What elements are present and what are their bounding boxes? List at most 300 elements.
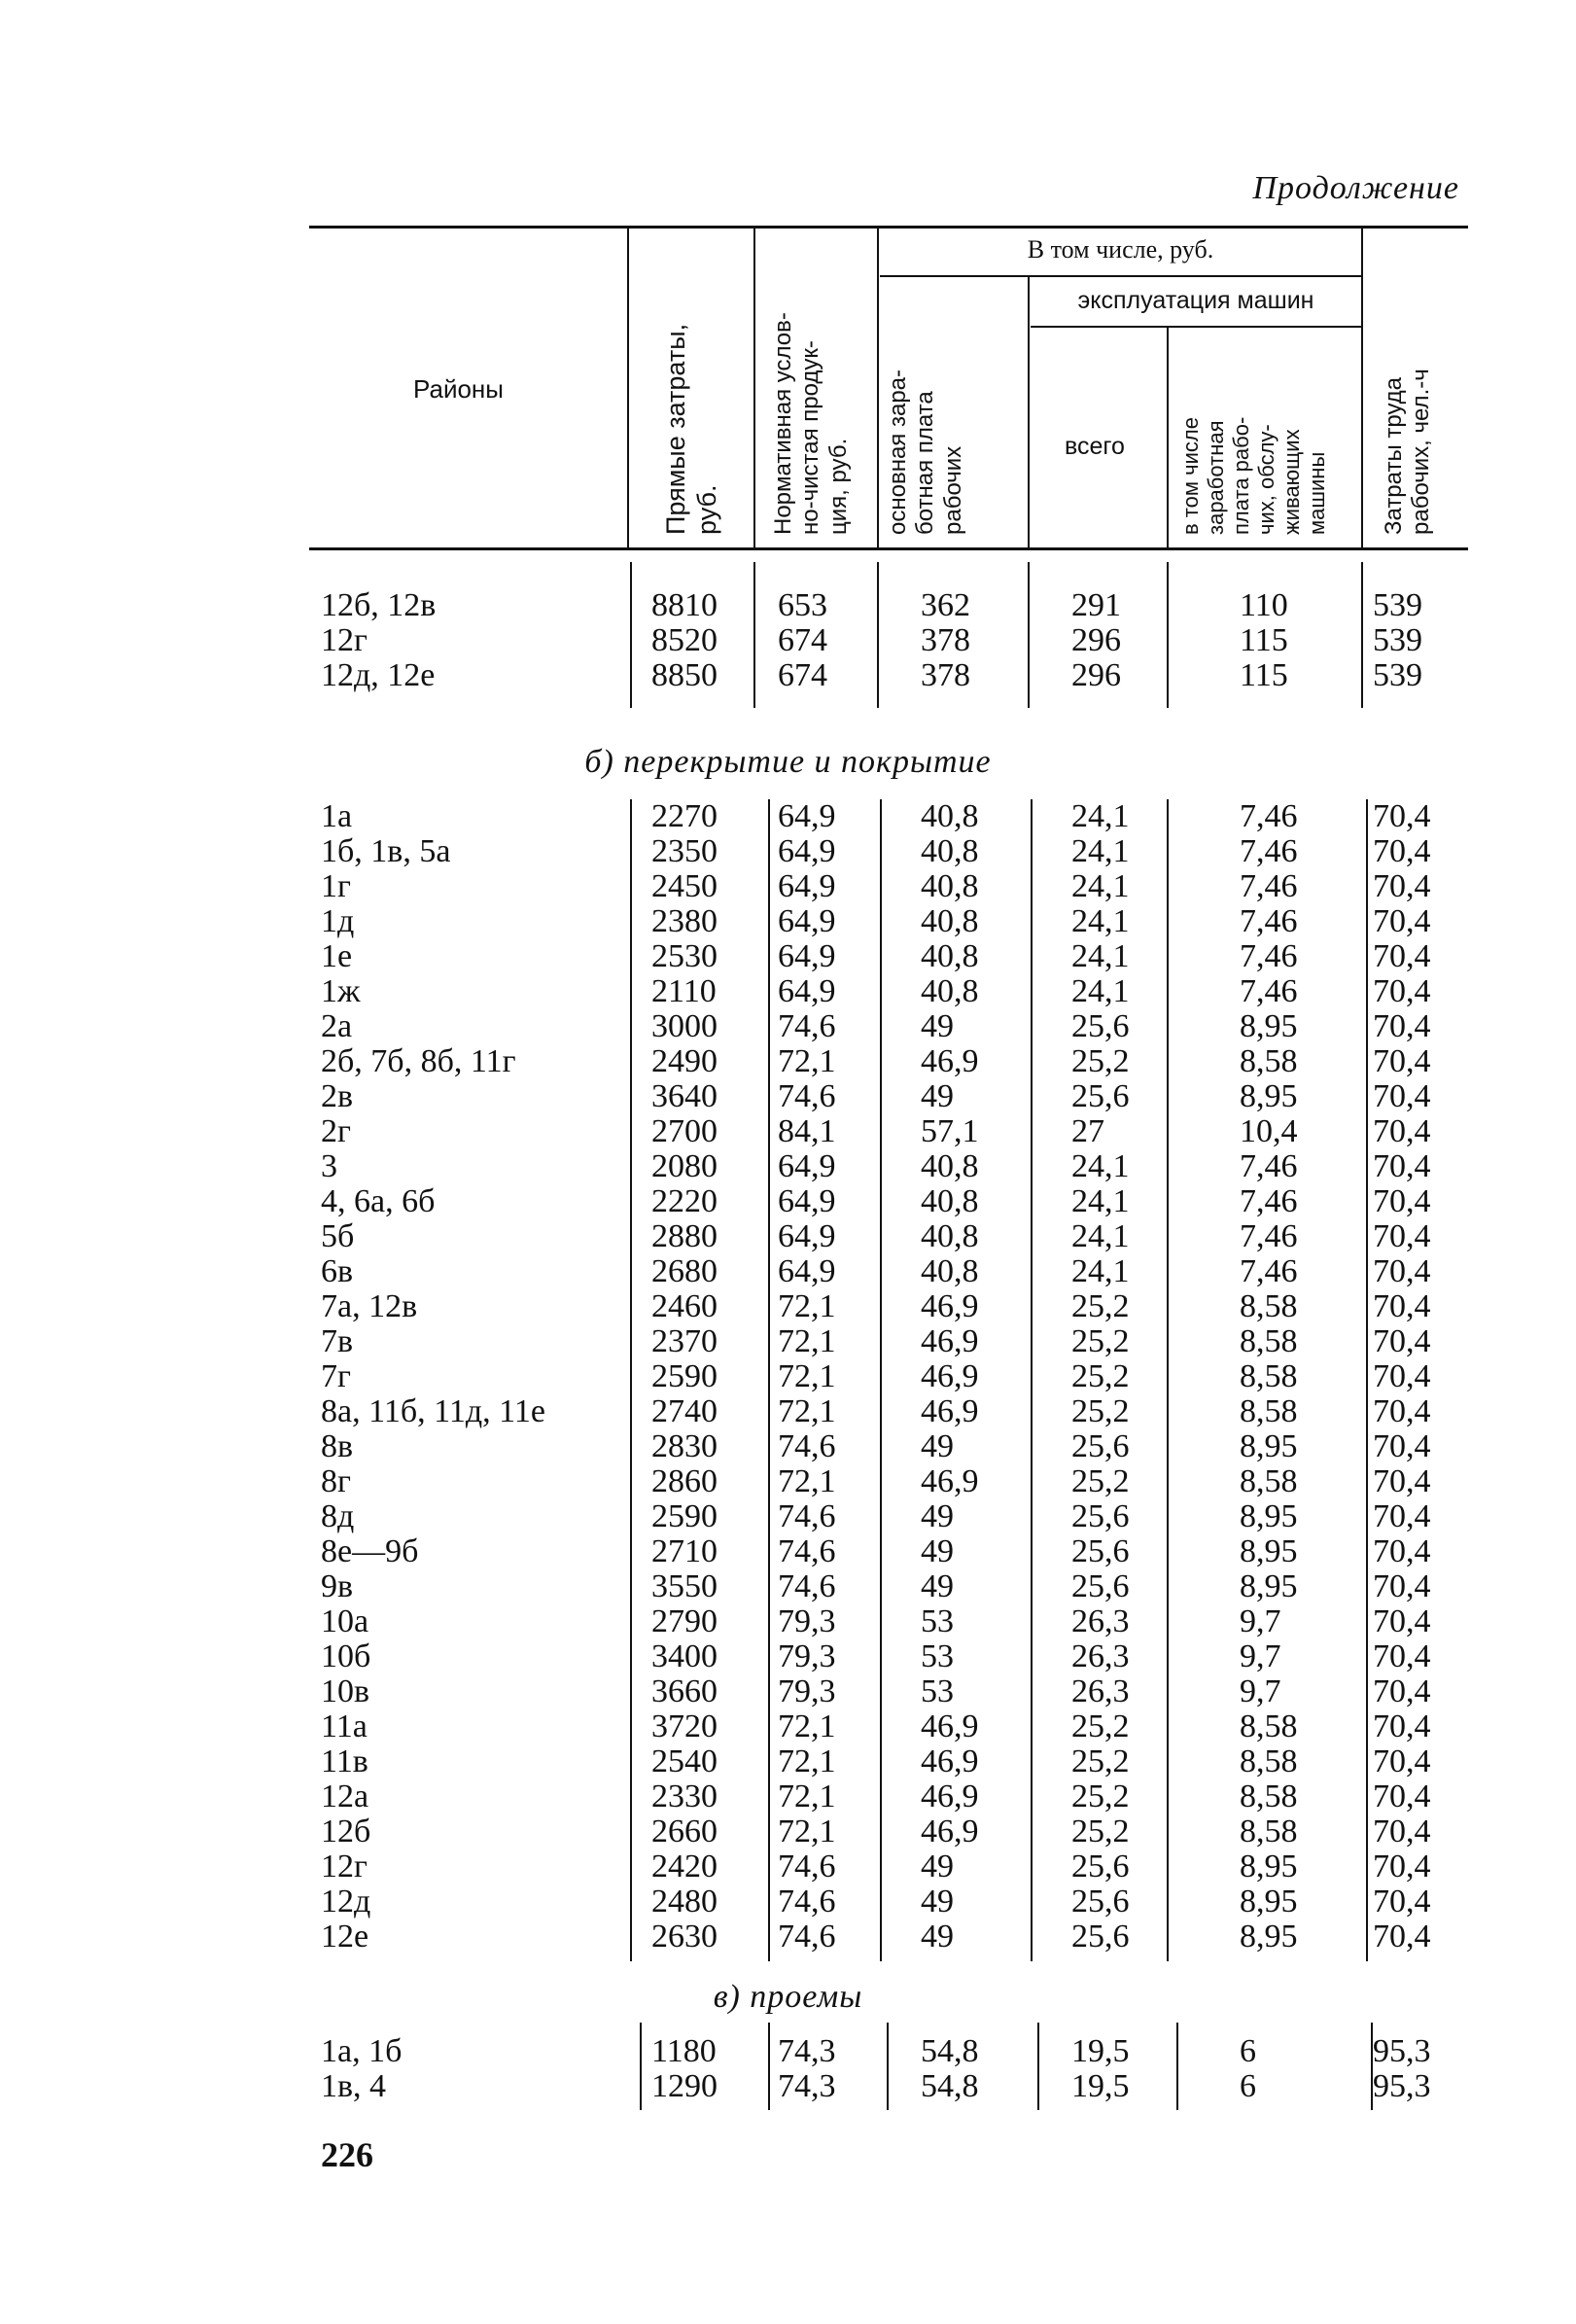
column-divider xyxy=(1176,2023,1178,2110)
cell-machine-total: 25,2 xyxy=(1071,1043,1130,1079)
cell-labor-costs: 70,4 xyxy=(1373,903,1431,939)
cell-machine-total: 25,2 xyxy=(1071,1778,1130,1814)
cell-labor-costs: 70,4 xyxy=(1373,1043,1431,1079)
cell-direct-costs: 2420 xyxy=(651,1849,718,1884)
cell-region: 4, 6а, 6б xyxy=(321,1183,436,1219)
cell-region: 12б, 12в xyxy=(321,587,437,623)
cell-labor-costs: 70,4 xyxy=(1373,1708,1431,1744)
cell-direct-costs: 2700 xyxy=(651,1113,718,1149)
cell-machine-total: 25,6 xyxy=(1071,1078,1130,1114)
cell-labor-costs: 70,4 xyxy=(1373,1533,1431,1569)
cell-labor-costs: 70,4 xyxy=(1373,1288,1431,1324)
cell-normative-net: 72,1 xyxy=(778,1813,836,1849)
cell-base-wages: 49 xyxy=(921,1428,954,1464)
cell-region: 2а xyxy=(321,1008,353,1044)
column-divider xyxy=(1031,799,1033,1961)
cell-machine-total: 25,6 xyxy=(1071,1008,1130,1044)
cell-direct-costs: 2330 xyxy=(651,1778,718,1814)
cell-direct-costs: 8850 xyxy=(651,657,718,693)
cell-direct-costs: 2530 xyxy=(651,938,718,974)
cell-direct-costs: 2860 xyxy=(651,1463,718,1499)
cell-labor-costs: 70,4 xyxy=(1373,1498,1431,1534)
cell-region: 7а, 12в xyxy=(321,1288,418,1324)
cell-base-wages: 46,9 xyxy=(921,1043,979,1079)
cell-region: 12а xyxy=(321,1778,369,1814)
cell-base-wages: 49 xyxy=(921,1498,954,1534)
cell-machine-wages: 6 xyxy=(1240,2033,1256,2069)
cell-normative-net: 64,9 xyxy=(778,1183,836,1219)
header-incl-wages-machine: в том числе заработная плата рабо- чих, обслу- живающих машины xyxy=(1178,416,1329,535)
cell-normative-net: 72,1 xyxy=(778,1708,836,1744)
cell-direct-costs: 1180 xyxy=(651,2033,717,2069)
cell-region: 8е—9б xyxy=(321,1533,419,1569)
header-bottom-rule xyxy=(309,547,1468,550)
cell-direct-costs: 2740 xyxy=(651,1393,718,1429)
cell-labor-costs: 70,4 xyxy=(1373,1183,1431,1219)
cell-normative-net: 72,1 xyxy=(778,1463,836,1499)
cell-machine-total: 19,5 xyxy=(1071,2033,1130,2069)
header-base-wages: основная зара- ботная плата рабочих xyxy=(885,369,966,535)
cell-direct-costs: 2660 xyxy=(651,1813,718,1849)
cell-base-wages: 46,9 xyxy=(921,1778,979,1814)
cell-machine-total: 25,2 xyxy=(1071,1743,1130,1779)
cell-region: 12д, 12е xyxy=(321,657,436,693)
column-divider xyxy=(887,2023,889,2110)
page-number: 226 xyxy=(321,2135,373,2174)
cell-machine-wages: 7,46 xyxy=(1240,1253,1298,1289)
cell-direct-costs: 2110 xyxy=(651,973,717,1009)
cell-labor-costs: 70,4 xyxy=(1373,1393,1431,1429)
column-divider xyxy=(1361,562,1363,708)
cell-base-wages: 49 xyxy=(921,1008,954,1044)
cell-region: 3 xyxy=(321,1148,337,1184)
cell-machine-total: 25,2 xyxy=(1071,1358,1130,1394)
cell-normative-net: 64,9 xyxy=(778,1218,836,1254)
cell-machine-wages: 7,46 xyxy=(1240,903,1298,939)
cell-normative-net: 72,1 xyxy=(778,1358,836,1394)
cell-region: 1а, 1б xyxy=(321,2033,403,2069)
cell-machine-wages: 8,95 xyxy=(1240,1919,1298,1954)
cell-machine-wages: 9,7 xyxy=(1240,1638,1281,1674)
cell-direct-costs: 2830 xyxy=(651,1428,718,1464)
cell-region: 1б, 1в, 5а xyxy=(321,833,451,869)
cell-labor-costs: 70,4 xyxy=(1373,1884,1431,1919)
cell-region: 1д xyxy=(321,903,355,939)
machine-rule xyxy=(1031,326,1361,328)
cell-labor-costs: 70,4 xyxy=(1373,1218,1431,1254)
cell-machine-total: 24,1 xyxy=(1071,1218,1130,1254)
cell-base-wages: 49 xyxy=(921,1533,954,1569)
cell-machine-total: 296 xyxy=(1071,622,1121,658)
cell-labor-costs: 70,4 xyxy=(1373,1919,1431,1954)
column-divider xyxy=(1028,562,1030,708)
cell-machine-total: 24,1 xyxy=(1071,973,1130,1009)
cell-direct-costs: 3640 xyxy=(651,1078,718,1114)
cell-labor-costs: 70,4 xyxy=(1373,1743,1431,1779)
cell-machine-total: 25,2 xyxy=(1071,1708,1130,1744)
column-divider xyxy=(753,562,755,708)
cell-machine-wages: 7,46 xyxy=(1240,798,1298,834)
cell-machine-total: 27 xyxy=(1071,1113,1104,1149)
cell-machine-wages: 8,58 xyxy=(1240,1743,1298,1779)
cell-base-wages: 40,8 xyxy=(921,868,979,904)
cell-normative-net: 72,1 xyxy=(778,1778,836,1814)
cell-machine-total: 24,1 xyxy=(1071,868,1130,904)
cell-region: 7г xyxy=(321,1358,351,1394)
cell-labor-costs: 539 xyxy=(1373,657,1422,693)
cell-direct-costs: 2220 xyxy=(651,1183,718,1219)
cell-base-wages: 53 xyxy=(921,1638,954,1674)
cell-machine-wages: 7,46 xyxy=(1240,833,1298,869)
header-divider xyxy=(877,229,879,549)
cell-region: 8в xyxy=(321,1428,354,1464)
cell-machine-total: 25,6 xyxy=(1071,1428,1130,1464)
cell-machine-wages: 8,58 xyxy=(1240,1708,1298,1744)
cell-machine-total: 24,1 xyxy=(1071,1148,1130,1184)
cell-labor-costs: 70,4 xyxy=(1373,1849,1431,1884)
cell-labor-costs: 70,4 xyxy=(1373,1148,1431,1184)
cell-base-wages: 53 xyxy=(921,1603,954,1639)
cell-direct-costs: 2480 xyxy=(651,1884,718,1919)
cell-direct-costs: 1290 xyxy=(651,2068,718,2104)
cell-labor-costs: 70,4 xyxy=(1373,938,1431,974)
cell-region: 5б xyxy=(321,1218,355,1254)
cell-machine-wages: 7,46 xyxy=(1240,1148,1298,1184)
cell-machine-wages: 8,58 xyxy=(1240,1813,1298,1849)
cell-base-wages: 49 xyxy=(921,1078,954,1114)
cell-machine-total: 26,3 xyxy=(1071,1673,1130,1709)
cell-machine-total: 26,3 xyxy=(1071,1603,1130,1639)
cell-machine-total: 25,2 xyxy=(1071,1288,1130,1324)
cell-base-wages: 40,8 xyxy=(921,798,979,834)
cell-machine-total: 25,6 xyxy=(1071,1568,1130,1604)
cell-base-wages: 57,1 xyxy=(921,1113,979,1149)
cell-machine-total: 24,1 xyxy=(1071,903,1130,939)
cell-machine-wages: 9,7 xyxy=(1240,1603,1281,1639)
cell-base-wages: 40,8 xyxy=(921,1148,979,1184)
cell-machine-total: 25,6 xyxy=(1071,1884,1130,1919)
cell-labor-costs: 70,4 xyxy=(1373,833,1431,869)
cell-machine-wages: 8,95 xyxy=(1240,1498,1298,1534)
cell-base-wages: 49 xyxy=(921,1919,954,1954)
cell-machine-wages: 9,7 xyxy=(1240,1673,1281,1709)
cell-region: 1е xyxy=(321,938,353,974)
column-divider xyxy=(1167,562,1169,708)
column-divider xyxy=(768,2023,770,2110)
cell-normative-net: 74,3 xyxy=(778,2068,836,2104)
column-divider xyxy=(1366,799,1368,1961)
cell-direct-costs: 2270 xyxy=(651,798,718,834)
header-normative-net: Нормативная услов- но-чистая продук- ция, руб. xyxy=(770,312,852,535)
cell-base-wages: 46,9 xyxy=(921,1358,979,1394)
cell-direct-costs: 2710 xyxy=(651,1533,718,1569)
cell-machine-wages: 115 xyxy=(1240,657,1288,693)
cell-machine-total: 24,1 xyxy=(1071,833,1130,869)
cell-machine-total: 24,1 xyxy=(1071,798,1130,834)
cell-normative-net: 74,6 xyxy=(778,1008,836,1044)
cell-base-wages: 46,9 xyxy=(921,1463,979,1499)
cell-machine-wages: 8,58 xyxy=(1240,1043,1298,1079)
cell-normative-net: 72,1 xyxy=(778,1393,836,1429)
cell-normative-net: 74,6 xyxy=(778,1568,836,1604)
cell-direct-costs: 3660 xyxy=(651,1673,718,1709)
cell-machine-wages: 7,46 xyxy=(1240,973,1298,1009)
header-direct-costs: Прямые затраты, руб. xyxy=(661,323,721,535)
cell-labor-costs: 70,4 xyxy=(1373,1323,1431,1359)
cell-machine-total: 24,1 xyxy=(1071,1253,1130,1289)
cell-labor-costs: 95,3 xyxy=(1373,2068,1431,2104)
cell-direct-costs: 2450 xyxy=(651,868,718,904)
cell-region: 2г xyxy=(321,1113,351,1149)
cell-base-wages: 40,8 xyxy=(921,1253,979,1289)
cell-base-wages: 46,9 xyxy=(921,1323,979,1359)
cell-region: 2в xyxy=(321,1078,354,1114)
cell-machine-total: 24,1 xyxy=(1071,938,1130,974)
column-divider xyxy=(880,799,882,1961)
cell-base-wages: 46,9 xyxy=(921,1743,979,1779)
cell-machine-wages: 8,58 xyxy=(1240,1778,1298,1814)
header-divider xyxy=(1167,328,1169,549)
cell-region: 12г xyxy=(321,1849,368,1884)
cell-base-wages: 53 xyxy=(921,1673,954,1709)
cell-base-wages: 54,8 xyxy=(921,2068,979,2104)
cell-machine-wages: 8,58 xyxy=(1240,1323,1298,1359)
cell-region: 1а xyxy=(321,798,353,834)
cell-labor-costs: 70,4 xyxy=(1373,1673,1431,1709)
cell-direct-costs: 2880 xyxy=(651,1218,718,1254)
cell-region: 10в xyxy=(321,1673,370,1709)
cell-normative-net: 74,6 xyxy=(778,1919,836,1954)
cell-normative-net: 74,6 xyxy=(778,1849,836,1884)
cell-direct-costs: 2630 xyxy=(651,1919,718,1954)
column-divider xyxy=(877,562,879,708)
cell-base-wages: 378 xyxy=(921,622,970,658)
header-including: В том числе, руб. xyxy=(1027,235,1214,264)
cell-machine-wages: 8,58 xyxy=(1240,1288,1298,1324)
cell-base-wages: 49 xyxy=(921,1568,954,1604)
cell-machine-wages: 110 xyxy=(1240,587,1288,623)
cell-normative-net: 64,9 xyxy=(778,1253,836,1289)
cell-region: 6в xyxy=(321,1253,354,1289)
cell-machine-wages: 115 xyxy=(1240,622,1288,658)
column-divider xyxy=(630,799,632,1961)
cell-region: 8г xyxy=(321,1463,351,1499)
cell-normative-net: 79,3 xyxy=(778,1673,836,1709)
cell-machine-total: 25,6 xyxy=(1071,1919,1130,1954)
cell-normative-net: 653 xyxy=(778,587,827,623)
cell-normative-net: 74,6 xyxy=(778,1078,836,1114)
cell-normative-net: 64,9 xyxy=(778,938,836,974)
cell-normative-net: 72,1 xyxy=(778,1288,836,1324)
cell-normative-net: 64,9 xyxy=(778,973,836,1009)
cell-base-wages: 49 xyxy=(921,1849,954,1884)
cell-machine-wages: 10,4 xyxy=(1240,1113,1298,1149)
cell-region: 9в xyxy=(321,1568,354,1604)
section-c-title: в) проемы xyxy=(713,1979,863,2015)
cell-machine-total: 25,2 xyxy=(1071,1463,1130,1499)
column-divider xyxy=(1371,2023,1373,2110)
column-divider xyxy=(640,2023,642,2110)
cell-direct-costs: 2080 xyxy=(651,1148,718,1184)
cell-region: 1г xyxy=(321,868,351,904)
cell-base-wages: 40,8 xyxy=(921,903,979,939)
cell-direct-costs: 2790 xyxy=(651,1603,718,1639)
cell-normative-net: 674 xyxy=(778,657,827,693)
cell-machine-total: 25,6 xyxy=(1071,1498,1130,1534)
cell-base-wages: 40,8 xyxy=(921,1218,979,1254)
cell-normative-net: 79,3 xyxy=(778,1638,836,1674)
cell-machine-wages: 8,58 xyxy=(1240,1393,1298,1429)
cell-direct-costs: 2540 xyxy=(651,1743,718,1779)
cell-normative-net: 72,1 xyxy=(778,1323,836,1359)
top-rule xyxy=(309,226,1468,229)
cell-region: 12б xyxy=(321,1813,371,1849)
cell-base-wages: 40,8 xyxy=(921,833,979,869)
cell-machine-total: 24,1 xyxy=(1071,1183,1130,1219)
cell-base-wages: 49 xyxy=(921,1884,954,1919)
cell-normative-net: 72,1 xyxy=(778,1743,836,1779)
header-total: всего xyxy=(1065,433,1125,460)
cell-labor-costs: 70,4 xyxy=(1373,1113,1431,1149)
cell-labor-costs: 539 xyxy=(1373,622,1422,658)
column-divider xyxy=(1167,799,1169,1961)
cell-machine-total: 25,6 xyxy=(1071,1849,1130,1884)
cell-base-wages: 46,9 xyxy=(921,1393,979,1429)
column-divider xyxy=(630,562,632,708)
including-rule xyxy=(880,275,1361,277)
cell-direct-costs: 3400 xyxy=(651,1638,718,1674)
cell-machine-wages: 8,95 xyxy=(1240,1533,1298,1569)
cell-normative-net: 74,6 xyxy=(778,1533,836,1569)
cell-machine-total: 26,3 xyxy=(1071,1638,1130,1674)
cell-normative-net: 74,3 xyxy=(778,2033,836,2069)
section-b-title: б) перекрытие и покрытие xyxy=(584,744,992,780)
cell-machine-wages: 8,95 xyxy=(1240,1884,1298,1919)
cell-direct-costs: 2380 xyxy=(651,903,718,939)
cell-region: 2б, 7б, 8б, 11г xyxy=(321,1043,516,1079)
cell-normative-net: 64,9 xyxy=(778,903,836,939)
cell-region: 8а, 11б, 11д, 11е xyxy=(321,1393,545,1429)
cell-region: 7в xyxy=(321,1323,354,1359)
cell-region: 12е xyxy=(321,1919,369,1954)
cell-machine-wages: 8,95 xyxy=(1240,1849,1298,1884)
cell-region: 11а xyxy=(321,1708,368,1744)
cell-machine-total: 25,2 xyxy=(1071,1393,1130,1429)
cell-labor-costs: 70,4 xyxy=(1373,1253,1431,1289)
cell-machine-total: 25,2 xyxy=(1071,1813,1130,1849)
cell-region: 12д xyxy=(321,1884,371,1919)
cell-labor-costs: 70,4 xyxy=(1373,798,1431,834)
cell-labor-costs: 70,4 xyxy=(1373,1428,1431,1464)
cell-machine-total: 19,5 xyxy=(1071,2068,1130,2104)
cell-direct-costs: 2590 xyxy=(651,1498,718,1534)
cell-labor-costs: 70,4 xyxy=(1373,1813,1431,1849)
cell-labor-costs: 70,4 xyxy=(1373,1638,1431,1674)
cell-normative-net: 64,9 xyxy=(778,833,836,869)
cell-normative-net: 74,6 xyxy=(778,1884,836,1919)
cell-direct-costs: 2590 xyxy=(651,1358,718,1394)
cell-normative-net: 72,1 xyxy=(778,1043,836,1079)
cell-direct-costs: 2370 xyxy=(651,1323,718,1359)
header-divider xyxy=(753,229,755,549)
cell-machine-wages: 7,46 xyxy=(1240,1183,1298,1219)
cell-machine-total: 25,6 xyxy=(1071,1533,1130,1569)
cell-region: 11в xyxy=(321,1743,368,1779)
cell-labor-costs: 70,4 xyxy=(1373,868,1431,904)
cell-direct-costs: 8520 xyxy=(651,622,718,658)
cell-base-wages: 40,8 xyxy=(921,1183,979,1219)
cell-labor-costs: 539 xyxy=(1373,587,1422,623)
cell-direct-costs: 2490 xyxy=(651,1043,718,1079)
header-labor-costs: Затраты труда рабочих, чел.-ч xyxy=(1381,369,1435,535)
cell-direct-costs: 3720 xyxy=(651,1708,718,1744)
cell-direct-costs: 2350 xyxy=(651,833,718,869)
continuation-label: Продолжение xyxy=(1252,170,1459,206)
cell-region: 10б xyxy=(321,1638,371,1674)
cell-normative-net: 74,6 xyxy=(778,1498,836,1534)
cell-labor-costs: 70,4 xyxy=(1373,1603,1431,1639)
header-regions: Районы xyxy=(413,374,504,404)
cell-base-wages: 46,9 xyxy=(921,1288,979,1324)
cell-labor-costs: 70,4 xyxy=(1373,1008,1431,1044)
cell-machine-wages: 7,46 xyxy=(1240,938,1298,974)
cell-base-wages: 40,8 xyxy=(921,973,979,1009)
cell-machine-total: 296 xyxy=(1071,657,1121,693)
header-divider xyxy=(1361,229,1363,549)
cell-region: 12г xyxy=(321,622,368,658)
cell-region: 10а xyxy=(321,1603,369,1639)
header-divider xyxy=(1028,275,1030,549)
cell-labor-costs: 70,4 xyxy=(1373,1358,1431,1394)
header-machine-operation: эксплуатация машин xyxy=(1077,287,1314,314)
cell-machine-wages: 8,95 xyxy=(1240,1008,1298,1044)
cell-machine-wages: 8,95 xyxy=(1240,1428,1298,1464)
cell-machine-wages: 7,46 xyxy=(1240,868,1298,904)
cell-direct-costs: 8810 xyxy=(651,587,718,623)
cell-machine-wages: 8,95 xyxy=(1240,1078,1298,1114)
cell-normative-net: 64,9 xyxy=(778,798,836,834)
column-divider xyxy=(768,799,770,1961)
cell-base-wages: 46,9 xyxy=(921,1813,979,1849)
cell-labor-costs: 70,4 xyxy=(1373,1568,1431,1604)
cell-direct-costs: 2460 xyxy=(651,1288,718,1324)
cell-base-wages: 46,9 xyxy=(921,1708,979,1744)
cell-region: 1ж xyxy=(321,973,361,1009)
cell-normative-net: 74,6 xyxy=(778,1428,836,1464)
column-divider xyxy=(1037,2023,1039,2110)
cell-region: 1в, 4 xyxy=(321,2068,387,2104)
cell-machine-wages: 8,95 xyxy=(1240,1568,1298,1604)
cell-base-wages: 362 xyxy=(921,587,970,623)
cell-normative-net: 79,3 xyxy=(778,1603,836,1639)
cell-region: 8д xyxy=(321,1498,355,1534)
cell-labor-costs: 70,4 xyxy=(1373,1778,1431,1814)
cell-normative-net: 64,9 xyxy=(778,868,836,904)
cell-base-wages: 378 xyxy=(921,657,970,693)
cell-normative-net: 64,9 xyxy=(778,1148,836,1184)
cell-labor-costs: 70,4 xyxy=(1373,973,1431,1009)
cell-direct-costs: 2680 xyxy=(651,1253,718,1289)
cell-direct-costs: 3000 xyxy=(651,1008,718,1044)
cell-direct-costs: 3550 xyxy=(651,1568,718,1604)
cell-machine-wages: 8,58 xyxy=(1240,1358,1298,1394)
cell-normative-net: 84,1 xyxy=(778,1113,836,1149)
cell-base-wages: 54,8 xyxy=(921,2033,979,2069)
cell-machine-total: 25,2 xyxy=(1071,1323,1130,1359)
cell-labor-costs: 95,3 xyxy=(1373,2033,1431,2069)
cell-base-wages: 40,8 xyxy=(921,938,979,974)
cell-machine-wages: 8,58 xyxy=(1240,1463,1298,1499)
